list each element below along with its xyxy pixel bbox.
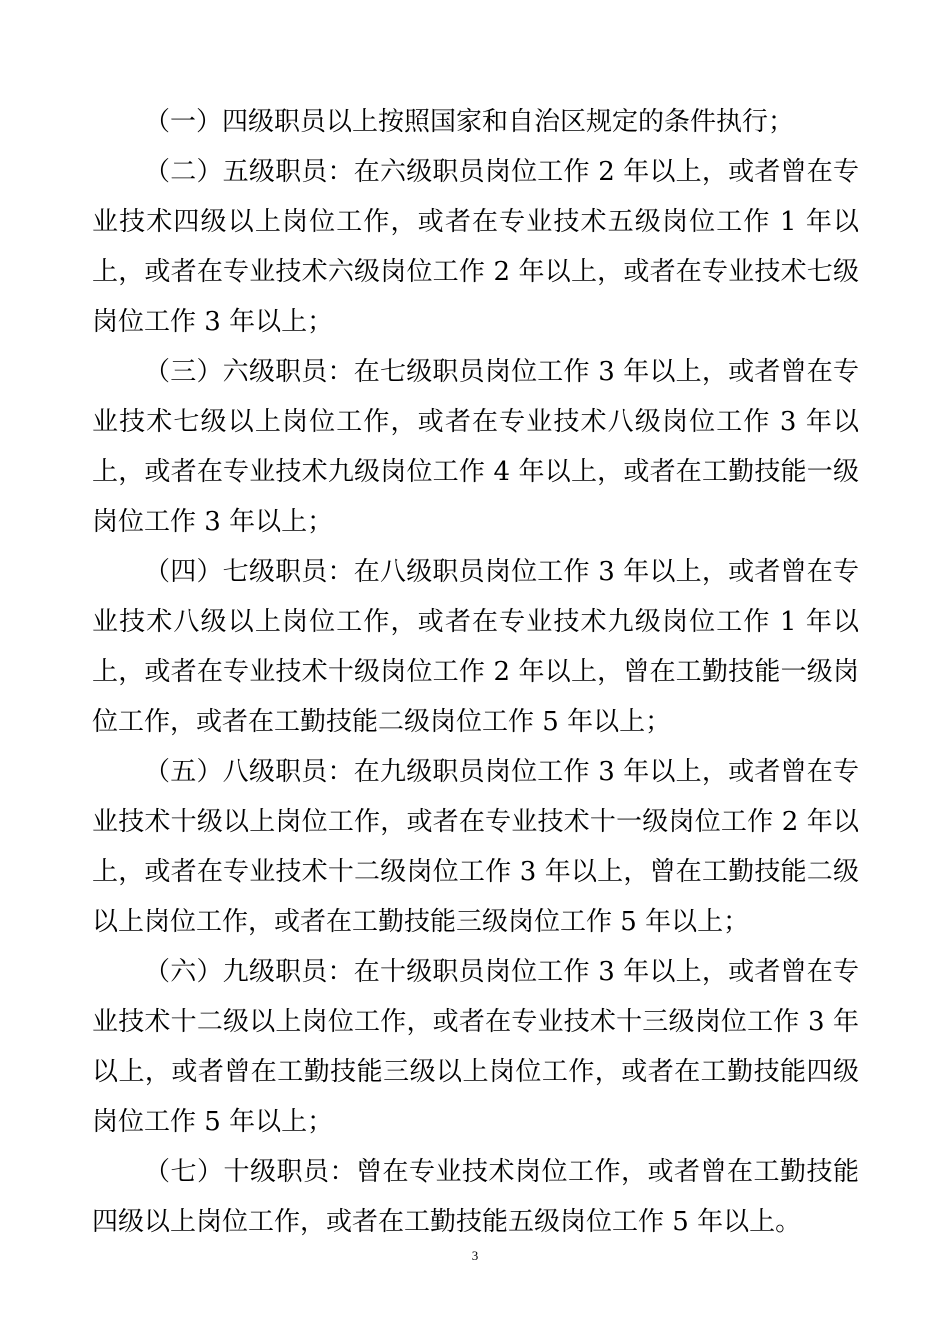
paragraph-7: （七）十级职员：曾在专业技术岗位工作，或者曾在工勤技能四级以上岗位工作，或者在工勤技能五级岗位工作 5 年以上。 xyxy=(92,1157,859,1237)
paragraph-3: （三）六级职员：在七级职员岗位工作 3 年以上，或者曾在专业技术七级以上岗位工作，或者在专业技术八级岗位工作 3 年以上，或者在专业技术九级岗位工作 4 年以上，或者在工勤技能一级岗位工作 3 年以上； xyxy=(92,357,859,537)
page-number: 3 xyxy=(471,1248,479,1263)
paragraph-6: （六）九级职员：在十级职员岗位工作 3 年以上，或者曾在专业技术十二级以上岗位工作，或者在专业技术十三级岗位工作 3 年以上，或者曾在工勤技能三级以上岗位工作，或者在工勤技能四级岗位工作 5 年以上； xyxy=(92,957,859,1137)
document-body xyxy=(92,97,859,1247)
paragraph-1: （一）四级职员以上按照国家和自治区规定的条件执行； xyxy=(144,107,795,137)
paragraph-4: （四）七级职员：在八级职员岗位工作 3 年以上，或者曾在专业技术八级以上岗位工作，或者在专业技术九级岗位工作 1 年以上，或者在专业技术十级岗位工作 2 年以上，曾在工勤技能一级岗位工作，或者在工勤技能二级岗位工作 5 年以上； xyxy=(92,557,859,737)
paragraph-5: （五）八级职员：在九级职员岗位工作 3 年以上，或者曾在专业技术十级以上岗位工作，或者在专业技术十一级岗位工作 2 年以上，或者在专业技术十二级岗位工作 3 年以上，曾在工勤技能二级以上岗位工作，或者在工勤技能三级岗位工作 5 年以上； xyxy=(92,757,859,937)
paragraph-2: （二）五级职员：在六级职员岗位工作 2 年以上，或者曾在专业技术四级以上岗位工作，或者在专业技术五级岗位工作 1 年以上，或者在专业技术六级岗位工作 2 年以上，或者在专业技术七级岗位工作 3 年以上； xyxy=(92,157,859,337)
